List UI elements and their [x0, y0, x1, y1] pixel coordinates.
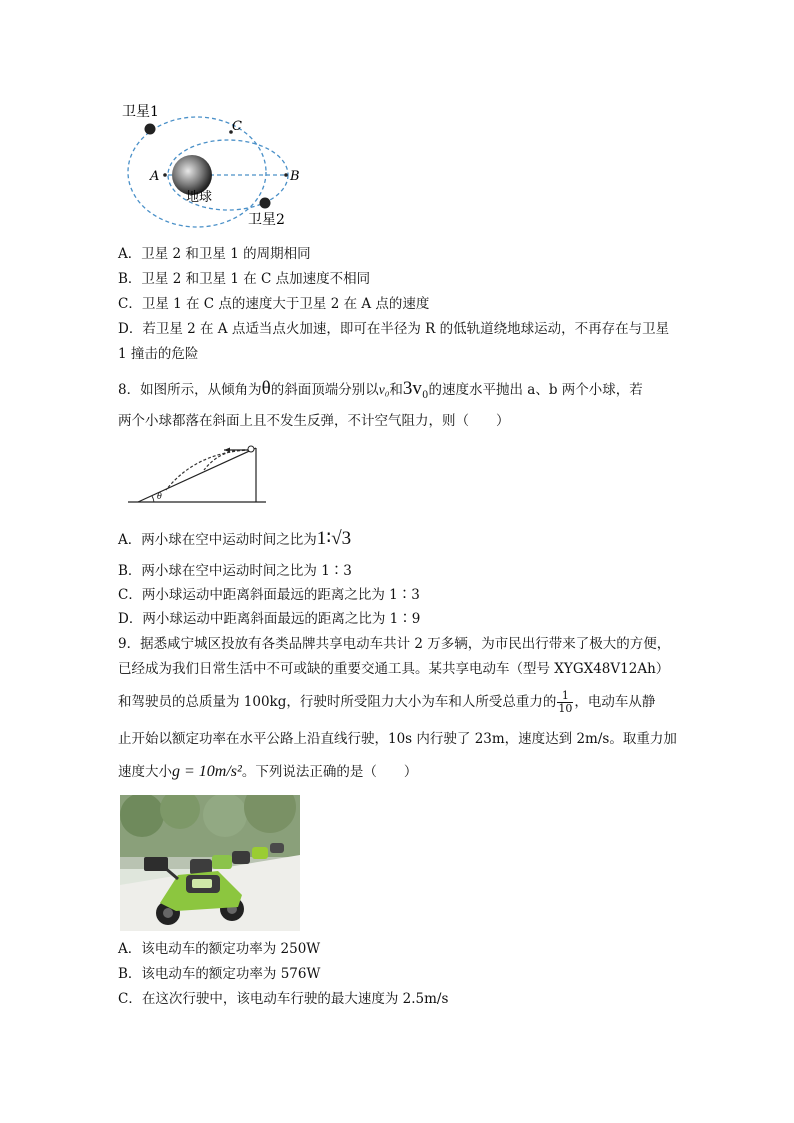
incline-slope	[138, 448, 256, 502]
q7-option-c: C．卫星 1 在 C 点的速度大于卫星 2 在 A 点的速度	[118, 296, 430, 312]
satellite-orbit-figure	[118, 98, 318, 230]
angle-label: θ	[157, 492, 162, 501]
point-a-dot	[163, 173, 167, 177]
incline-projectile-figure	[126, 440, 268, 506]
q8-stem-line-2: 两个小球都落在斜面上且不发生反弹，不计空气阻力，则（ ）	[118, 413, 510, 429]
satellite-2-label: 卫星2	[248, 212, 285, 228]
satellite-2	[260, 198, 271, 209]
satellite-1	[145, 124, 156, 135]
v0-symbol: v₀	[378, 382, 390, 397]
earth-label: 地球	[186, 190, 213, 205]
q9-option-a: A．该电动车的额定功率为 250W	[118, 941, 321, 957]
q9-option-c: C．在这次行驶中，该电动车行驶的最大速度为 2.5m/s	[118, 991, 449, 1007]
q7-option-d-continued: 1 撞击的危险	[118, 346, 199, 362]
earth	[172, 155, 212, 195]
q9-option-b: B．该电动车的额定功率为 576W	[118, 966, 321, 982]
q8-stem-line-1: 8．如图所示，从倾角为θ的斜面顶端分别以v₀和3v₀的速度水平抛出 a、b 两个小球，若	[118, 378, 643, 399]
point-a-label: A	[150, 169, 160, 184]
q7-option-d: D．若卫星 2 在 A 点适当点火加速，即可在半径为 R 的低轨道绕地球运动，不再存在与卫星	[118, 321, 670, 337]
q9-stem-line-4: 止开始以额定功率在水平公路上沿直线行驶，10s 内行驶了 23m，速度达到 2m/s。取重力加	[118, 731, 677, 747]
fraction-one-tenth: $\frac{1}{10}$	[558, 689, 573, 715]
point-b-dot	[284, 173, 288, 177]
point-b-label: B	[290, 169, 300, 184]
angle-arc	[152, 496, 154, 502]
ratio-expression: 1∶√3	[316, 528, 352, 549]
q9-stem-line-3: 和驾驶员的总质量为 100kg，行驶时所受阻力大小为车和人所受总重力的 $\frac{1}{10}$ ，电动车从静	[118, 689, 656, 715]
three-v0-symbol: 3v₀	[402, 378, 429, 399]
velocity-arrow-head	[224, 448, 230, 453]
trajectory-a	[204, 450, 250, 470]
q7-option-a: A．卫星 2 和卫星 1 的周期相同	[118, 246, 311, 262]
q9-stem-line-2: 已经成为我们日常生活中不可或缺的重要交通工具。某共享电动车（型号 XYGX48V12Ah）	[118, 661, 670, 677]
q8-option-d: D．两小球运动中距离斜面最远的距离之比为 1∶9	[118, 611, 421, 627]
gravity-expression: g = 10m/s²	[172, 763, 242, 780]
q9-stem-line-5: 速度大小g = 10m/s²。下列说法正确的是（ ）	[118, 763, 418, 780]
theta-symbol: θ	[261, 378, 271, 399]
q8-option-c: C．两小球运动中距离斜面最远的距离之比为 1∶3	[118, 587, 420, 603]
launch-ball	[248, 446, 254, 452]
satellite-1-label: 卫星1	[122, 104, 159, 120]
shared-ebike-photo	[120, 795, 300, 931]
q9-stem-line-1: 9．据悉咸宁城区投放有各类品牌共享电动车共计 2 万多辆，为市民出行带来了极大的方便，	[118, 636, 671, 652]
q8-option-a: A．两小球在空中运动时间之比为1∶√3	[118, 528, 352, 549]
q8-option-b: B．两小球在空中运动时间之比为 1∶3	[118, 563, 352, 579]
q7-option-b: B．卫星 2 和卫星 1 在 C 点加速度不相同	[118, 271, 371, 287]
point-c-label: C	[232, 119, 242, 134]
